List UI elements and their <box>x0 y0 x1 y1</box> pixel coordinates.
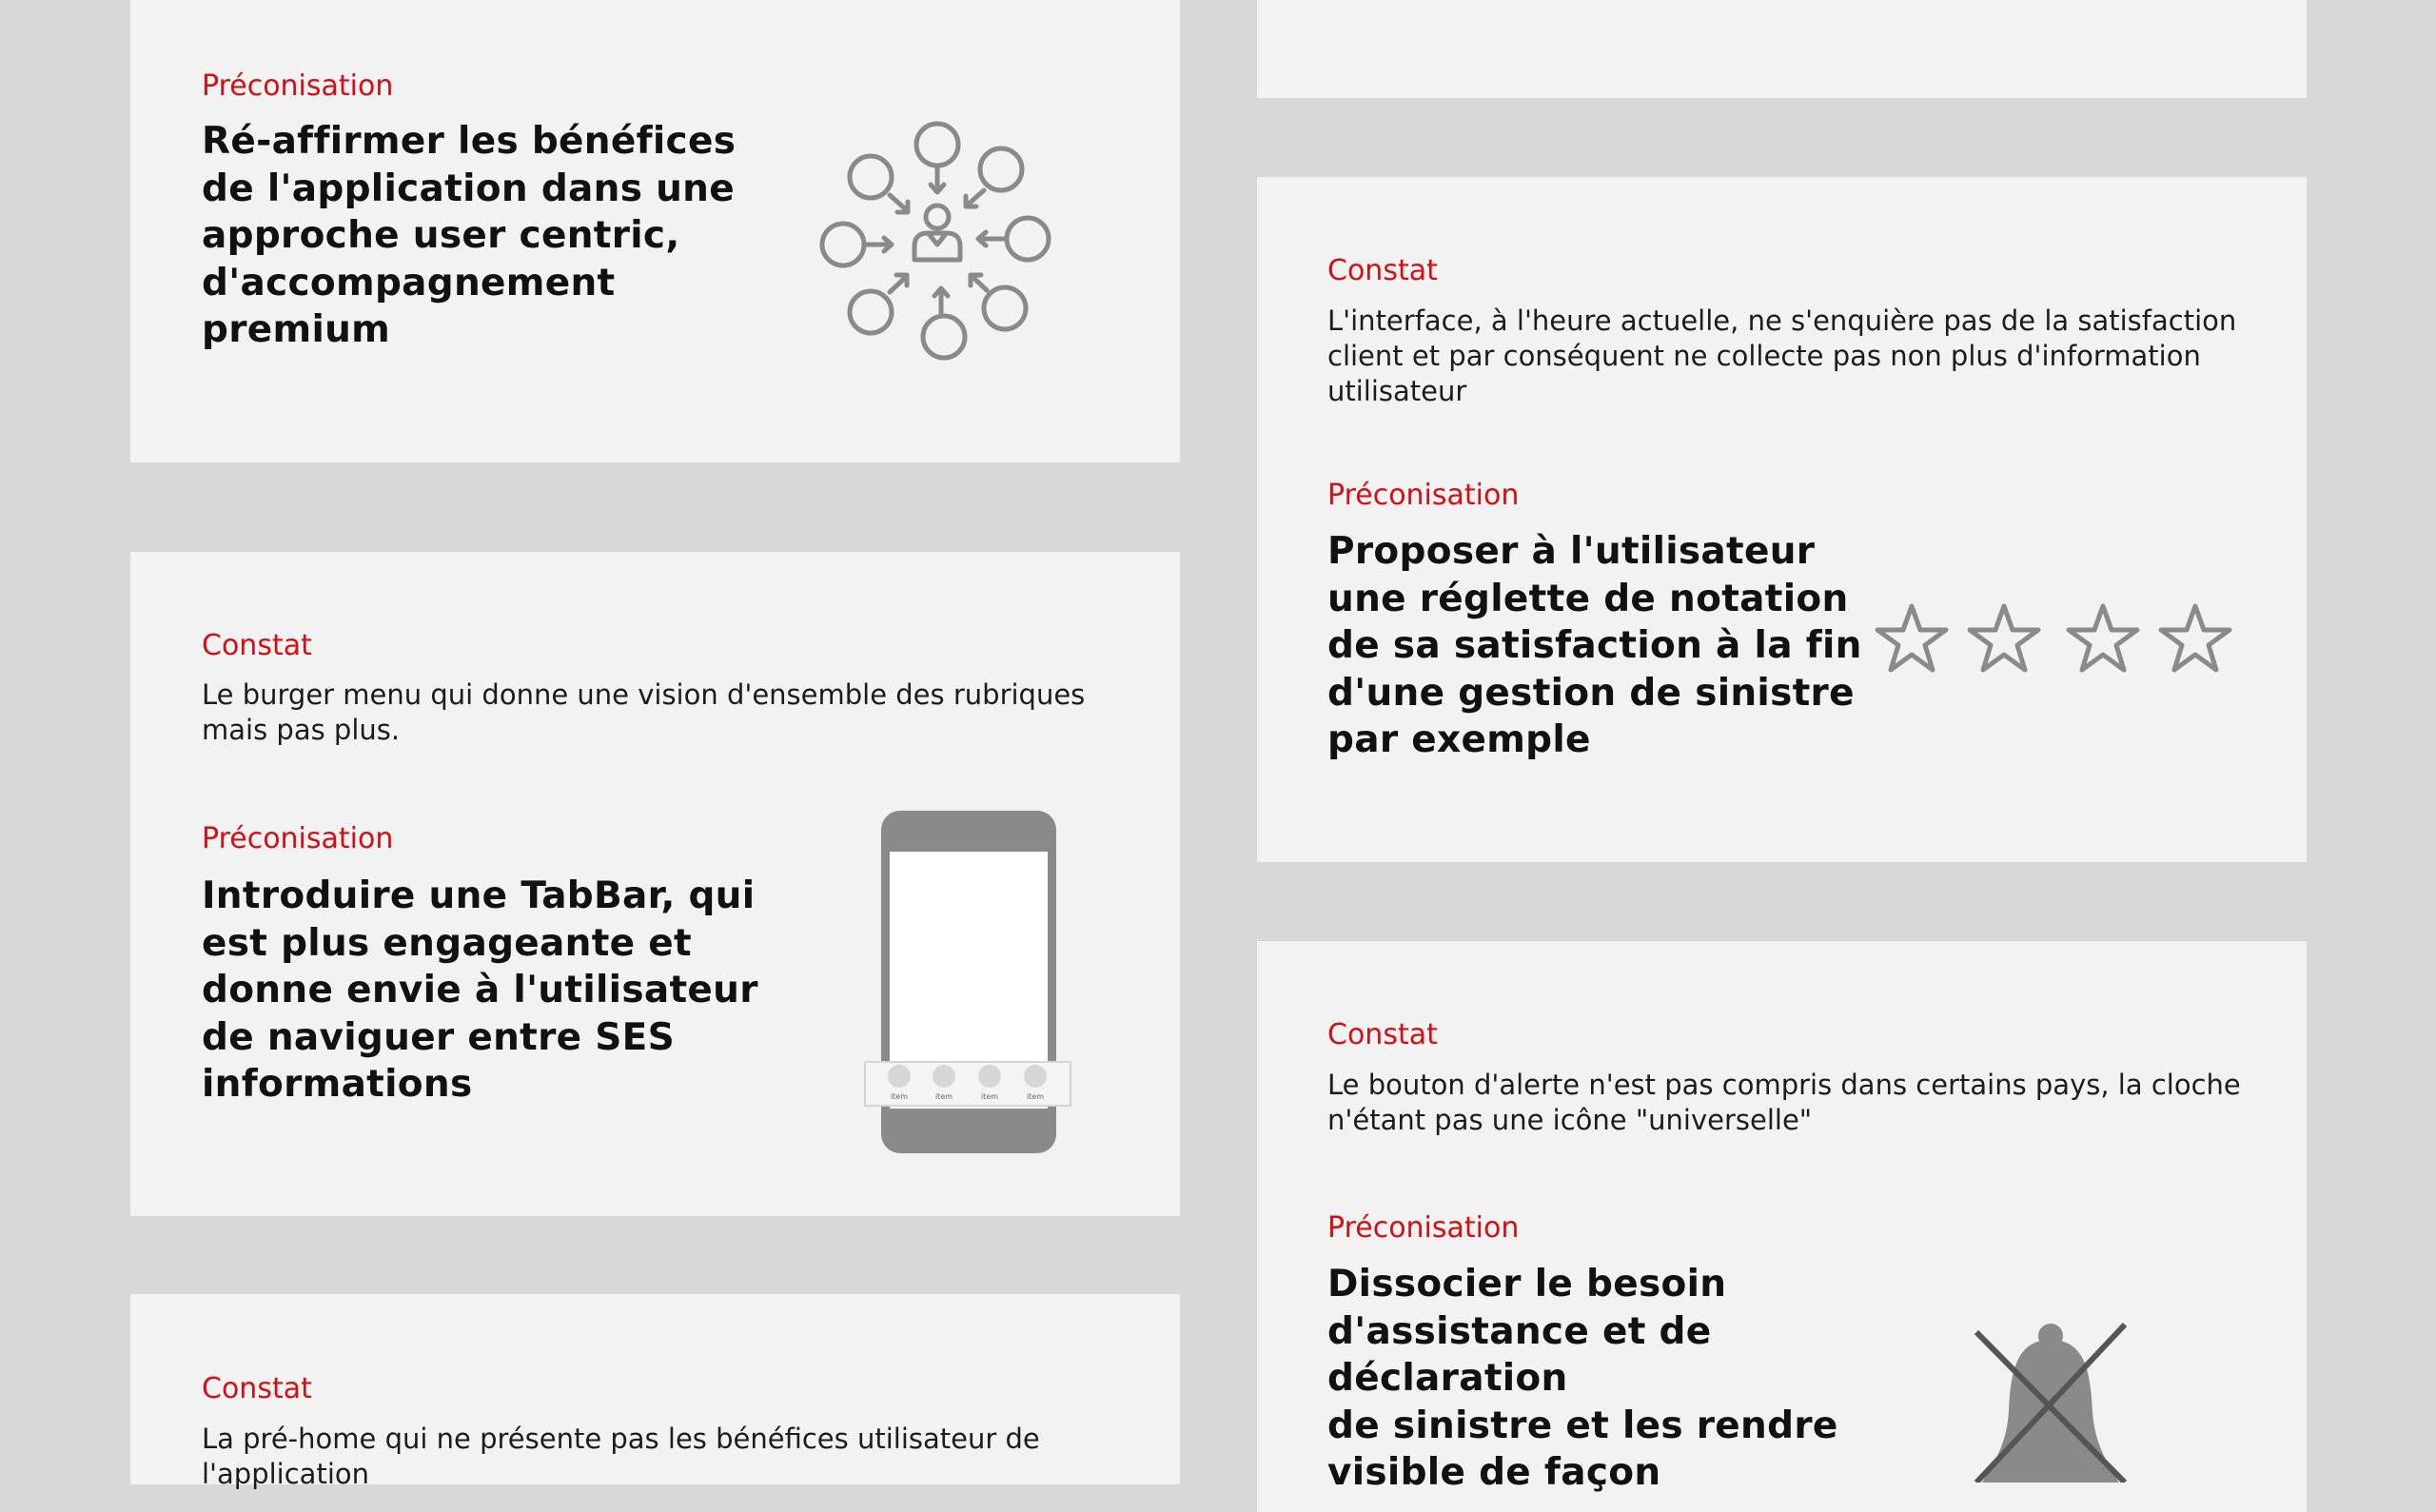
bell-crossed-icon <box>1936 1321 2165 1483</box>
preconisation-heading: Ré-affirmer les bénéfices de l'application dans une approche user centric, d'accompagnement premium <box>202 120 737 351</box>
tab-item-label: item <box>890 1092 909 1101</box>
constat-text: La pré-home qui ne présente pas les bénéfices utilisateur de l'application <box>202 1423 1040 1490</box>
card-benefits <box>130 0 1180 462</box>
tab-item-label: item <box>1026 1092 1045 1101</box>
constat-text: L'interface, à l'heure actuelle, ne s'enquière pas de la satisfaction client et par conséquent ne collecte pas non plus d'information utilisateur <box>1327 304 2237 407</box>
constat-label: Constat <box>1327 1018 1438 1051</box>
constat-label: Constat <box>202 1372 312 1405</box>
preconisation-heading: Proposer à l'utilisateur une réglette de notation de sa satisfaction à la fin d'une gestion de sinistre par exemple <box>1327 530 1862 761</box>
card-alert <box>1257 941 2307 1512</box>
user-centric-icon <box>817 119 1074 366</box>
star-icon <box>2069 606 2137 670</box>
preconisation-label: Préconisation <box>202 822 394 855</box>
preconisation-heading: Dissocier le besoin d'assistance et de déclaration de sinistre et les rendre visible de façon <box>1327 1263 1838 1494</box>
star-rating-icon <box>1874 601 2245 677</box>
preconisation-heading: Introduire une TabBar, qui est plus engageante et donne envie à l'utilisateur de naviguer entre SES informations <box>202 874 758 1106</box>
card-tabbar <box>130 552 1180 1216</box>
star-icon <box>1877 606 1946 670</box>
tab-item-label: item <box>934 1092 953 1101</box>
constat-text: Le bouton d'alerte n'est pas compris dans certains pays, la cloche n'étant pas une icône "universelle" <box>1327 1069 2241 1136</box>
constat-label: Constat <box>202 629 312 662</box>
phone-tabbar-icon <box>864 809 1075 1155</box>
card-prehome <box>130 1294 1180 1490</box>
preconisation-label: Préconisation <box>202 69 394 103</box>
constat-text: Le burger menu qui donne une vision d'ensemble des rubriques mais pas plus. <box>202 678 1086 746</box>
star-icon <box>1970 606 2038 670</box>
preconisation-label: Préconisation <box>1327 479 1520 512</box>
card-top-partial <box>1257 0 2307 98</box>
card-rating <box>1257 177 2307 862</box>
star-icon <box>2161 606 2230 670</box>
constat-label: Constat <box>1327 254 1438 287</box>
preconisation-label: Préconisation <box>1327 1211 1520 1245</box>
tab-item-label: item <box>980 1092 999 1101</box>
